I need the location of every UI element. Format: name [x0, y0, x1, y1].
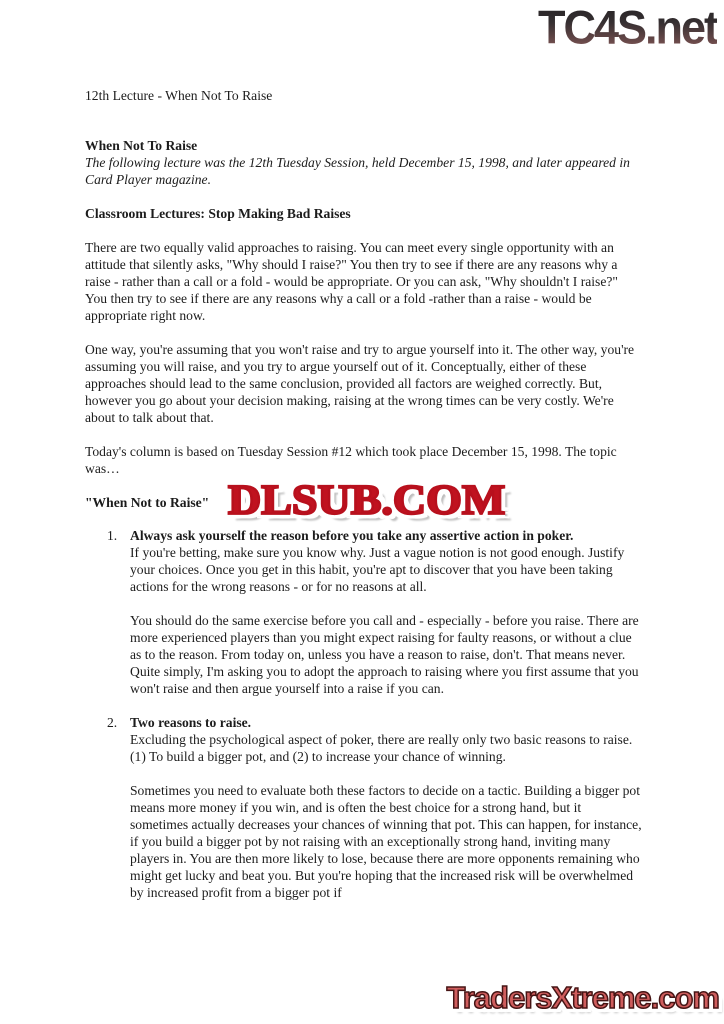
list-item-1-text: If you're betting, make sure you know why. Just a vague notion is not good enough. Justify your choices. Once you get in this habit, you're apt to discover that you have been taking actions for the wrong reasons - or for no reasons at all. — [130, 545, 625, 594]
tradersxtreme-watermark-logo: TradersXtreme.com — [446, 980, 719, 1015]
quote-heading: "When Not to Raise" — [85, 495, 210, 510]
list-item-1-bold-lead: Always ask yourself the reason before you take any assertive action in poker. — [130, 528, 574, 543]
doc-subtitle: The following lecture was the 12th Tuesday Session, held December 15, 1998, and later appeared in Card Player magazine. — [85, 155, 630, 187]
paragraph-approaches: There are two equally valid approaches to raising. You can meet every single opportunity with an attitude that silently asks, "Why should I raise?" You then try to see if there are any reasons why a raise - rather than a call or a fold - would be appropriate. Or you can ask, "Why shouldn't I raise?" You then try to see if there are any reasons why a call or a fold -rather than a raise - would be appropriate right now. — [85, 240, 618, 323]
list-item-2 — [85, 714, 642, 901]
paragraph-todays-column: Today's column is based on Tuesday Session #12 which took place December 15, 1998. The topic was… — [85, 444, 617, 476]
list-item-2-bold-lead: Two reasons to raise. — [130, 715, 252, 730]
list-number-1: 1. — [107, 528, 118, 543]
list-item-1-second-paragraph: You should do the same exercise before you call and - especially - before you raise. There are more experienced players than you might expect raising for faulty reasons, or without a clue as to the reason. From today on, unless you have a reason to raise, don't. That means never. Quite simply, I'm asking you to adopt the approach to raising where you first assume that you won't raise and then argue yourself into a raise if you can. — [130, 613, 639, 696]
dlsub-watermark: DLSUB.COM — [228, 476, 506, 524]
doc-title: When Not To Raise — [85, 138, 198, 153]
list-item-1 — [85, 527, 642, 697]
tc4s-watermark-logo: TC4S.net — [537, 0, 717, 55]
paragraph-one-way: One way, you're assuming that you won't raise and try to argue yourself into it. The other way, you're assuming you will raise, and you try to argue yourself out of it. Conceptually, either of these approaches should lead to the same conclusion, provided all factors are weighed correctly. But, however you go about your decision making, raising at the wrong times can be very costly. We're about to talk about that. — [85, 342, 635, 425]
header-line: 12th Lecture - When Not To Raise — [85, 88, 273, 103]
list-number-2: 2. — [107, 715, 118, 730]
ordered-list — [85, 527, 642, 901]
list-item-2-second-paragraph: Sometimes you need to evaluate both these factors to decide on a tactic. Building a bigger pot means more money if you win, and is often the best choice for a strong hand, but it sometimes actually decreases your chances of winning that pot. This can happen, for instance, if you build a bigger pot by not raising with an exceptionally strong hand, inviting many players in. You are then more likely to lose, because there are more opponents remaining who might get lucky and beat you. But you're hoping that the increased risk will be overwhelmed by increased profit from a bigger pot if — [130, 783, 642, 900]
section-heading: Classroom Lectures: Stop Making Bad Raises — [85, 206, 351, 221]
list-item-2-text: Excluding the psychological aspect of poker, there are really only two basic reasons to raise. (1) To build a bigger pot, and (2) to increase your chance of winning. — [130, 732, 633, 764]
